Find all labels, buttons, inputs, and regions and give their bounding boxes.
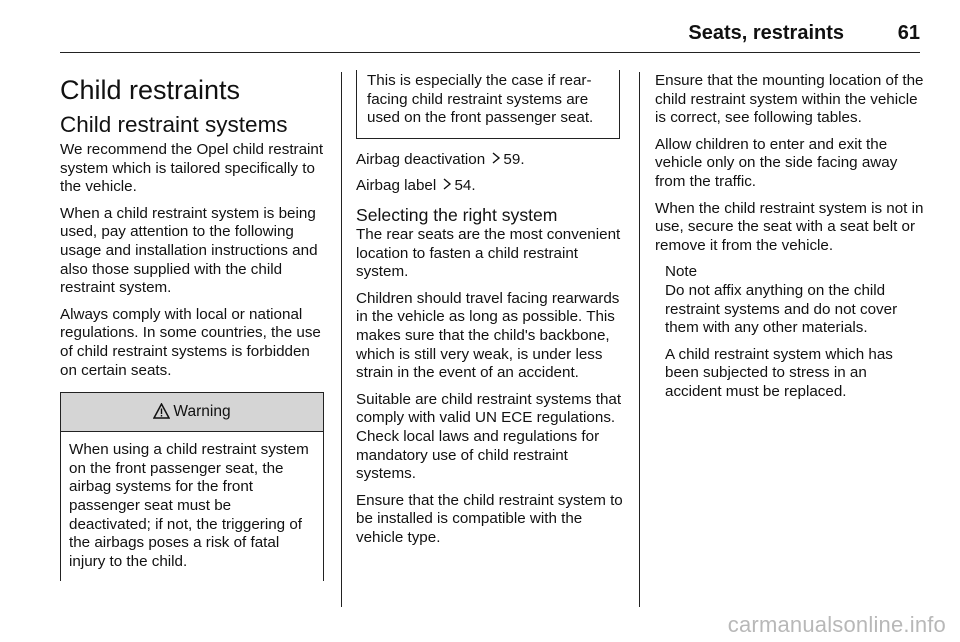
column-divider xyxy=(341,72,342,607)
warning-header xyxy=(61,392,323,432)
cross-reference xyxy=(356,177,624,196)
paragraph: When the child restraint system is not in use, secure the seat with a seat belt or remove it from the vehicle. xyxy=(655,199,924,254)
reference-label: Airbag deactivation xyxy=(356,150,486,168)
paragraph: We recommend the Opel child restraint system which is tailored specifically to the vehicle. xyxy=(60,141,324,196)
warning-continued-text: This is especially the case if rear-facing child restraint systems are used on the front passenger seat. xyxy=(367,72,594,127)
section-title: Seats, restraints xyxy=(688,22,844,44)
column-3 xyxy=(655,72,925,410)
note-text: A child restraint system which has been subjected to stress in an accident must be replaced. xyxy=(665,345,893,400)
paragraph: Ensure that the child restraint system to be installed is compatible with the vehicle type. xyxy=(356,491,623,546)
paragraph: Allow children to enter and exit the vehicle only on the side facing away from the traffic. xyxy=(655,135,898,190)
warning-label: Warning xyxy=(173,403,231,421)
cross-reference xyxy=(356,151,624,170)
note-block xyxy=(655,263,925,401)
subsection-heading: Selecting the right system xyxy=(356,204,558,225)
watermark: carmanualsonline.info xyxy=(727,612,946,637)
page-number: 61 xyxy=(897,22,920,44)
chapter-title: Child restraints xyxy=(60,75,241,105)
reference-label: Airbag label xyxy=(356,177,437,195)
warning-box xyxy=(60,392,324,581)
warning-text: When using a child restraint system on the front passenger seat, the airbag systems for the front passenger seat must be deactivated; if not, the triggering of the airbags poses a risk of fatal injury to the child. xyxy=(69,441,309,570)
warning-triangle-icon xyxy=(153,403,170,419)
paragraph: The rear seats are the most convenient location to fasten a child restraint system. xyxy=(356,225,621,281)
page-header xyxy=(60,14,920,53)
column-divider xyxy=(639,72,640,607)
reference-page: 54. xyxy=(454,177,476,195)
column-1 xyxy=(60,72,326,581)
column-2 xyxy=(356,72,624,555)
paragraph: Suitable are child restraint systems that comply with valid UN ECE regulations. Check local laws and regulations for mandatory use of child restraint systems. xyxy=(356,390,622,483)
section-heading: Child restraint systems xyxy=(60,112,288,137)
note-text: Do not affix anything on the child restraint systems and do not cover them with any other materials. xyxy=(665,281,898,337)
paragraph: Children should travel facing rearwards in the vehicle as long as possible. This makes sure that the child's backbone, which is still very weak, is under less strain in the event of an accident. xyxy=(356,289,620,382)
warning-box-continued xyxy=(356,70,620,139)
note-label: Note xyxy=(665,263,698,281)
page-reference-arrow-icon xyxy=(442,178,452,190)
reference-page: 59. xyxy=(503,150,525,168)
paragraph: Ensure that the mounting location of the child restraint system within the vehicle is correct, see following tables. xyxy=(655,72,924,127)
page-reference-arrow-icon xyxy=(491,152,501,164)
paragraph: Always comply with local or national regulations. In some countries, the use of child restraint systems is forbidden on certain seats. xyxy=(60,305,321,379)
paragraph: When a child restraint system is being used, pay attention to the following usage and installation instructions and also those supplied with the child restraint system. xyxy=(60,204,318,297)
